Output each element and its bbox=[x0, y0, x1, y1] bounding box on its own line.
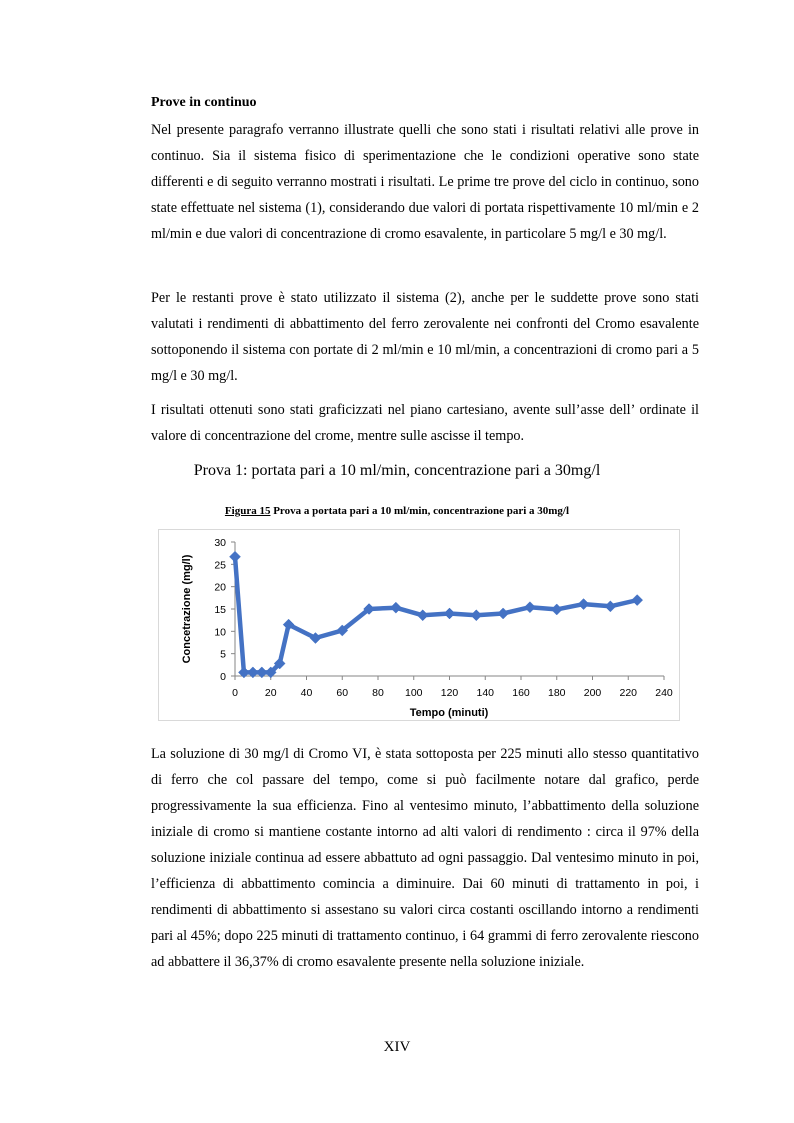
y-tick-label: 15 bbox=[214, 604, 226, 616]
data-point-marker bbox=[605, 601, 616, 612]
paragraph-results-intro: I risultati ottenuti sono stati graficizzati nel piano cartesiano, avente sull’asse dell’ ordinate il valore di concentrazione del crome, mentre sulle ascisse il tempo. bbox=[151, 402, 699, 444]
y-tick-label: 20 bbox=[214, 581, 226, 594]
x-tick-label: 0 bbox=[232, 687, 238, 699]
data-point-marker bbox=[417, 610, 428, 621]
y-tick-label: 0 bbox=[220, 671, 226, 683]
y-tick-label: 25 bbox=[214, 559, 226, 572]
y-tick-label: 30 bbox=[214, 537, 226, 549]
x-tick-label: 180 bbox=[547, 687, 566, 699]
chart-frame bbox=[158, 529, 680, 721]
paragraph-discussion: La soluzione di 30 mg/l di Cromo VI, è stata sottoposta per 225 minuti allo stesso quantitativo di ferro che col passare del tempo, come si può facilmente notare dal grafico, perde progressivamente la sua efficienza. Fino al ventesimo minuto, l’abbattimento della soluzione iniziale di cromo si mantiene costante intorno ad alti valori di rendimento : circa il 97% della soluzione iniziale continua ad essere abbattuto ad ogni passaggio. Dal ventesimo minuto in poi, l’efficienza di abbattimento comincia a diminuire. Dai 60 minuti di trattamento in poi, i rendimenti di abbattimento si assestano su valori circa costanti oscillando intorno a rendimenti pari al 45%; dopo 225 minuti di trattamento continuo, i 64 grammi di ferro zerovalente riescono ad abbattere il 36,37% di cromo esavalente presente nella soluzione iniziale. bbox=[151, 746, 699, 970]
x-tick-label: 40 bbox=[300, 687, 313, 699]
prova-title: Prova 1: portata pari a 10 ml/min, concentrazione pari a 30mg/l bbox=[193, 462, 601, 479]
figure-label: Figura 15 bbox=[224, 505, 271, 517]
x-tick-label: 200 bbox=[583, 687, 602, 699]
data-point-marker bbox=[471, 610, 482, 621]
x-tick-label: 20 bbox=[264, 687, 277, 699]
x-tick-group bbox=[232, 676, 673, 699]
x-tick-label: 220 bbox=[619, 687, 638, 699]
x-tick-label: 80 bbox=[372, 687, 384, 699]
data-point-marker bbox=[230, 551, 241, 562]
data-point-marker bbox=[524, 602, 535, 613]
y-tick-label: 10 bbox=[214, 626, 226, 639]
paragraph-system-2: Per le restanti prove è stato utilizzato il sistema (2), anche per le suddette prove sono stati valutati i rendimenti di abbattimento del ferro zerovalente nei confronti del Cromo esavalente sottoponendo il sistema con portate di 2 ml/min e 10 ml/min, a concentrazioni di cromo pari a 5 mg/l e 30 mg/l. bbox=[151, 290, 699, 384]
x-axis-label: Tempo (minuti) bbox=[409, 707, 489, 719]
x-tick-label: 100 bbox=[404, 687, 423, 699]
x-tick-label: 120 bbox=[440, 687, 459, 699]
data-point-marker bbox=[632, 595, 643, 606]
concentration-chart bbox=[159, 530, 679, 720]
page-number: XIV bbox=[383, 1039, 411, 1055]
x-tick-label: 140 bbox=[476, 687, 495, 699]
figure-caption-text: Prova a portata pari a 10 ml/min, concentrazione pari a 30mg/l bbox=[270, 505, 570, 517]
paragraph-intro: Nel presente paragrafo verranno illustrate quelli che sono stati i risultati relativi alle prove in continuo. Sia il sistema fisico di sperimentazione che le condizioni operative sono state differenti e di seguito verranno mostrati i risultati. Le prime tre prove del ciclo in continuo, sono state effettuate nel sistema (1), considerando due valori di portata rispettivamente 10 ml/min e 2 ml/min e due valori di concentrazione di cromo esavalente, in particolare 5 mg/l e 30 mg/l. bbox=[151, 122, 699, 242]
data-point-marker bbox=[444, 608, 455, 619]
data-point-marker bbox=[551, 604, 562, 615]
data-point-marker bbox=[498, 608, 509, 619]
y-tick-label: 5 bbox=[220, 648, 226, 661]
x-tick-label: 60 bbox=[336, 687, 349, 699]
series-layer bbox=[230, 551, 643, 678]
x-tick-label: 240 bbox=[655, 687, 673, 699]
data-point-marker bbox=[390, 602, 401, 613]
y-axis-label: Concetrazione (mg/l) bbox=[181, 554, 193, 664]
section-title: Prove in continuo bbox=[151, 95, 257, 110]
figure-caption bbox=[0, 505, 794, 517]
data-point-marker bbox=[578, 599, 589, 610]
x-tick-label: 160 bbox=[512, 687, 530, 699]
series-line bbox=[235, 557, 637, 673]
